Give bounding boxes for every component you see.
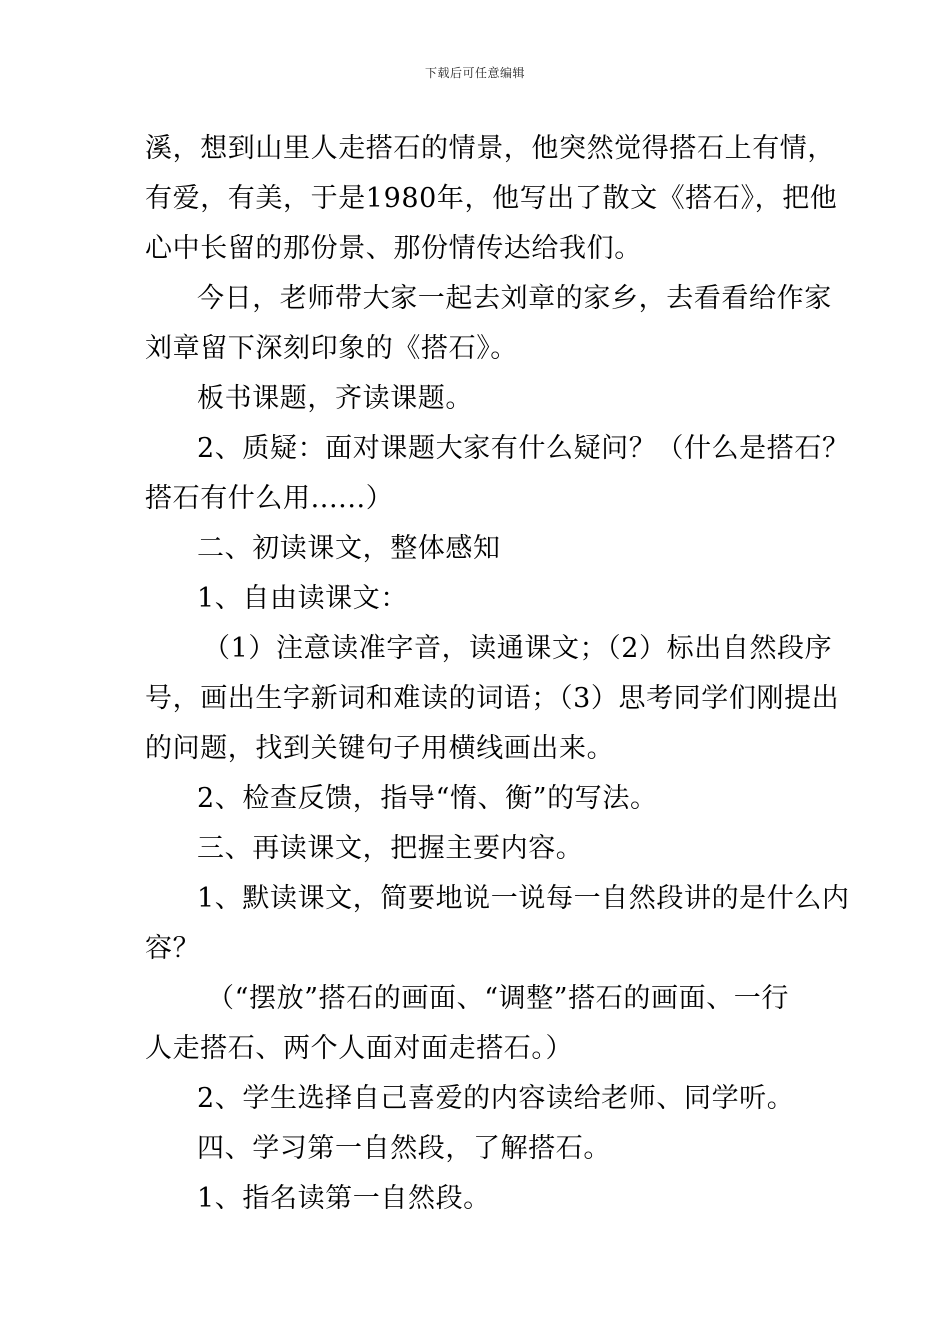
section-heading: 四、学习第一自然段，了解搭石。	[197, 1133, 611, 1164]
paragraph-line: 1、指名读第一自然段。	[197, 1183, 491, 1214]
paragraph-line: 搭石有什么用......）	[145, 483, 394, 514]
paragraph-line: （1）注意读准字音，读通课文；（2）标出自然段序	[203, 633, 833, 664]
paragraph-line: 人走搭石、两个人面对面走搭石。）	[145, 1033, 574, 1064]
paragraph-line: 刘章留下深刻印象的《搭石》。	[145, 333, 518, 364]
paragraph-line: 今日，老师带大家一起去刘章的家乡，去看看给作家	[197, 283, 832, 314]
section-heading: 二、初读课文，整体感知	[197, 533, 501, 564]
paragraph-line: 溪，想到山里人走搭石的情景，他突然觉得搭石上有情，	[145, 133, 835, 164]
section-heading: 三、再读课文，把握主要内容。	[197, 833, 584, 864]
paragraph-line: 心中长留的那份景、那份情传达给我们。	[145, 233, 642, 264]
paragraph-line: （“摆放”搭石的画面、“调整”搭石的画面、一行	[207, 983, 790, 1014]
paragraph-line: 2、学生选择自己喜爱的内容读给老师、同学听。	[197, 1083, 795, 1114]
page-header: 下载后可任意编辑	[424, 66, 525, 80]
paragraph-line: 2、质疑：面对课题大家有什么疑问？（什么是搭石？	[197, 433, 850, 464]
paragraph-line: 的问题，找到关键句子用横线画出来。	[145, 733, 615, 764]
paragraph-line: 容？	[145, 933, 201, 964]
paragraph-line: 1、自由读课文：	[197, 583, 408, 614]
paragraph-line: 2、检查反馈，指导“惰、衡”的写法。	[197, 783, 658, 814]
paragraph-line: 有爱，有美，于是1980年，他写出了散文《搭石》，把他	[145, 183, 838, 214]
document-body	[145, 126, 850, 1226]
paragraph-line: 号，画出生字新词和难读的词语；（3）思考同学们刚提出	[145, 683, 840, 714]
paragraph-line: 板书课题，齐读课题。	[197, 383, 473, 414]
paragraph-line: 1、默读课文，简要地说一说每一自然段讲的是什么内	[197, 883, 850, 914]
